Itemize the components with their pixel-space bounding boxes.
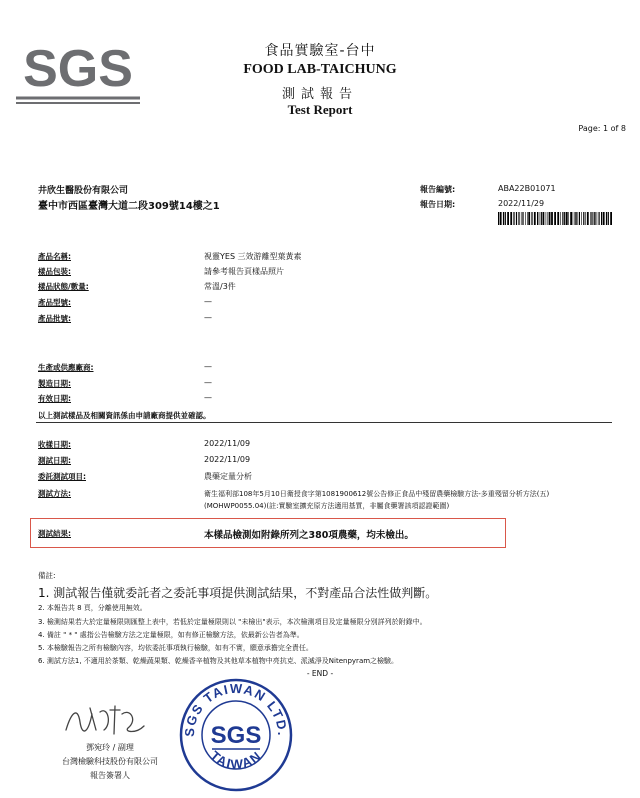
product-batch-value: — <box>204 313 212 322</box>
barcode-stripe <box>518 212 519 225</box>
receive-date-label: 收樣日期: <box>38 440 71 449</box>
note-item: 1. 測試報告僅就委託者之委託事項提供測試結果，不對產品合法性做判斷。 <box>38 586 438 600</box>
barcode-stripe <box>554 212 556 225</box>
barcode-stripe <box>531 212 532 225</box>
test-result-label: 測試結果: <box>38 529 71 538</box>
barcode-stripe <box>510 212 512 225</box>
test-date-label: 測試日期: <box>38 456 71 465</box>
barcode-stripe <box>585 212 586 225</box>
product-name-value: 視靈YES 三效游離型葉黃素 <box>204 252 302 261</box>
barcode-icon <box>498 212 613 225</box>
barcode-stripe <box>601 212 602 225</box>
report-title-en: Test Report <box>287 102 353 117</box>
product-batch-label: 產品批號: <box>38 314 71 323</box>
product-model-label: 產品型號: <box>38 298 71 307</box>
barcode-stripe <box>587 212 589 225</box>
barcode-stripe <box>583 212 584 225</box>
signatory-name: 鄧宛玲 / 副理 <box>86 743 134 752</box>
barcode-stripe <box>543 212 545 225</box>
sample-state-value: 常溫/3件 <box>204 282 236 291</box>
barcode-stripe <box>548 212 549 225</box>
manufacturer-label: 生產或供應廠商: <box>38 363 94 372</box>
report-title-zh: 測試報告 <box>281 87 358 102</box>
barcode-stripe <box>610 212 612 225</box>
barcode-stripe <box>503 212 504 225</box>
note-item: 4. 備註 " * " 處指公告檢驗方法之定量極限，如有修正檢驗方法，依最新公告者為準。 <box>38 631 304 639</box>
barcode-stripe <box>516 212 517 225</box>
barcode-stripe <box>551 212 553 225</box>
barcode-stripe <box>570 212 572 225</box>
test-result-value: 本樣品檢測如附錄所列之380項農藥，均未檢出。 <box>204 530 414 541</box>
barcode-stripe <box>537 212 538 225</box>
barcode-stripe <box>521 212 522 225</box>
barcode-stripe <box>534 212 536 225</box>
barcode-stripe <box>576 212 577 225</box>
barcode-stripe <box>581 212 582 225</box>
expiry-date-value: — <box>204 393 212 402</box>
barcode-stripe <box>599 212 600 225</box>
sample-package-value: 請參考報告頁樣品照片 <box>204 267 284 276</box>
barcode-stripe <box>603 212 605 225</box>
section-divider <box>36 422 612 423</box>
product-name-label: 產品名稱: <box>38 252 71 261</box>
barcode-stripe <box>500 212 502 225</box>
note-item: 6. 測試方法1, 不適用於茶類、乾燥蔬果類、乾燥香辛植物及其他草本植物中亮抗克、派滅淨及Nitenpyram之檢驗。 <box>38 657 399 665</box>
seal-top-text: SGS TAIWAN LTD. <box>181 680 291 738</box>
signature-icon <box>60 700 150 740</box>
barcode-stripe <box>564 212 565 225</box>
note-item: 2. 本報告共 8 頁，分離使用無效。 <box>38 604 147 612</box>
page-number: Page: 1 of 8 <box>578 124 626 133</box>
report-number-label: 報告編號: <box>420 185 456 194</box>
client-name: 井欣生醫股份有限公司 <box>38 186 129 196</box>
lab-name-zh: 食品實驗室-台中 <box>264 43 376 59</box>
manufacture-date-label: 製造日期: <box>38 379 71 388</box>
barcode-stripe <box>579 212 580 225</box>
barcode-stripe <box>525 212 526 225</box>
receive-date-value: 2022/11/09 <box>204 439 251 448</box>
barcode-stripe <box>549 212 551 225</box>
sample-state-label: 樣品狀態/數量: <box>38 282 89 291</box>
barcode-stripe <box>498 212 499 225</box>
barcode-stripe <box>594 212 595 225</box>
end-marker: - END - <box>306 669 334 678</box>
lab-name-en: FOOD LAB-TAICHUNG <box>243 62 397 77</box>
manufacturer-value: — <box>204 362 212 371</box>
barcode-stripe <box>592 212 593 225</box>
barcode-stripe <box>591 212 592 225</box>
barcode-stripe <box>566 212 568 225</box>
report-date-label: 報告日期: <box>420 200 456 209</box>
report-number: ABA22B01071 <box>498 184 556 193</box>
barcode-stripe <box>575 212 576 225</box>
test-method-label: 測試方法: <box>38 489 71 498</box>
notes-title: 備註: <box>38 571 56 580</box>
test-method-value: 衛生福利部108年5月10日衛授食字第1081900612號公告修正食品中殘留農藥檢驗方法-多重殘留分析方法(五)(MOHWP0055.04)(註:實驗室擴充原方法適用基質，非屬食藥署該項認證範圍) <box>204 490 550 510</box>
barcode-stripe <box>562 212 563 225</box>
seal-center-text: SGS <box>210 722 262 749</box>
report-date: 2022/11/29 <box>498 199 545 208</box>
barcode-stripe <box>522 212 523 225</box>
test-item-label: 委託測試項目: <box>38 472 86 481</box>
barcode-stripe <box>513 212 514 225</box>
sample-disclaimer: 以上測試樣品及相關資訊係由申請廠商提供並確認。 <box>38 411 211 420</box>
manufacture-date-value: — <box>204 378 212 387</box>
test-date-value: 2022/11/09 <box>204 455 251 464</box>
barcode-stripe <box>560 212 561 225</box>
barcode-stripe <box>528 212 530 225</box>
svg-text:TAIWAN <box>207 748 264 772</box>
barcode-stripe <box>573 212 574 225</box>
seal-bottom-text: TAIWAN <box>207 747 265 772</box>
test-item-value: 農藥定量分析 <box>204 472 252 481</box>
sgs-seal-icon <box>178 677 294 793</box>
product-model-value: — <box>204 297 212 306</box>
signatory-role: 報告簽署人 <box>90 771 130 780</box>
barcode-stripe <box>539 212 540 225</box>
barcode-stripe <box>557 212 559 225</box>
barcode-stripe <box>608 212 609 225</box>
sample-package-label: 樣品包裝: <box>38 267 71 276</box>
barcode-stripe <box>597 212 598 225</box>
barcode-stripe <box>546 212 547 225</box>
client-address: 臺中市西區臺灣大道二段309號14樓之1 <box>38 201 220 212</box>
barcode-stripe <box>523 212 524 225</box>
barcode-stripe <box>541 212 542 225</box>
sgs-logo-text: SGS <box>23 40 133 98</box>
barcode-stripe <box>590 212 591 225</box>
note-item: 5. 本檢驗報告之所有檢驗內容，均依委託事項執行檢驗，如有不實，願意承擔完全責任。 <box>38 644 313 652</box>
signatory-organization: 台灣檢驗科技股份有限公司 <box>62 757 158 766</box>
note-item: 3. 檢測結果若大於定量極限則匯整上表中，若低於定量極限則以 "未檢出"表示，本次檢測項目及定量極限分別詳列於附錄中。 <box>38 618 427 626</box>
barcode-stripe <box>505 212 506 225</box>
barcode-stripe <box>595 212 596 225</box>
barcode-stripe <box>507 212 509 225</box>
barcode-stripe <box>568 212 569 225</box>
barcode-stripe <box>606 212 607 225</box>
expiry-date-label: 有效日期: <box>38 394 71 403</box>
barcode-stripe <box>527 212 528 225</box>
